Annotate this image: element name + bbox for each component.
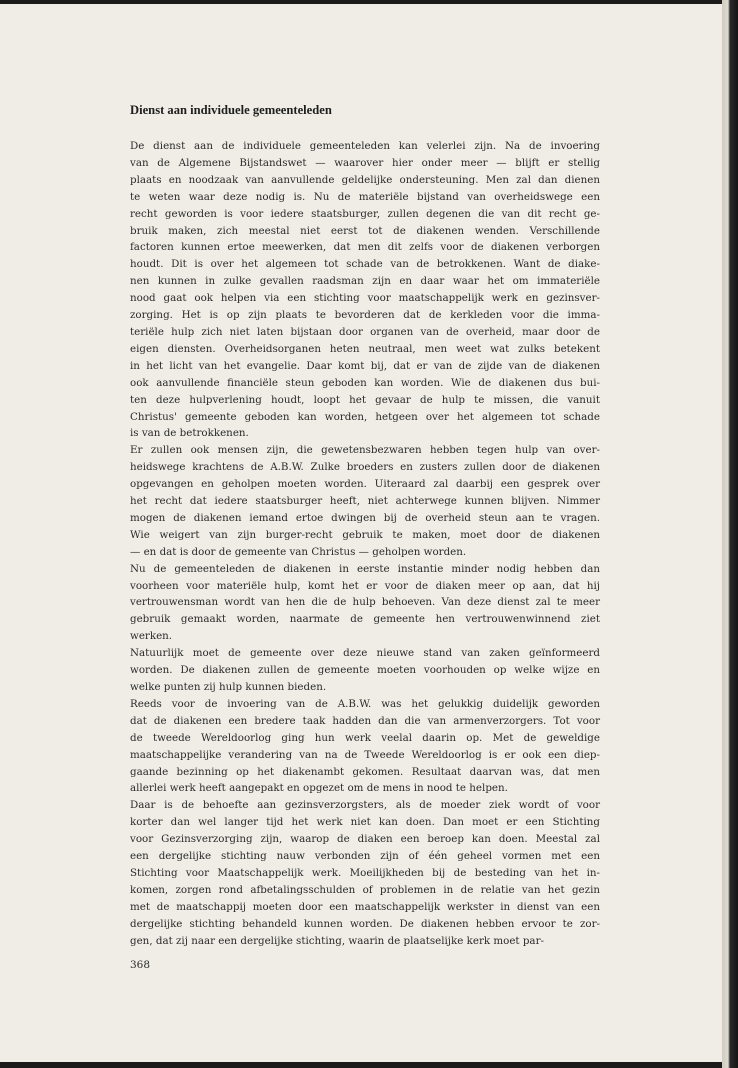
text-line: De dienst aan de individuele gemeenteleden kan velerlei zijn. Na de invoering bbox=[130, 140, 600, 152]
page bbox=[0, 4, 722, 1062]
text-line: Christus' gemeente geboden kan worden, hetgeen over het algemeen tot schade bbox=[130, 410, 600, 423]
text-line: mogen de diakenen iemand ertoe dwingen bij de overheid steun aan te vragen. bbox=[130, 511, 600, 524]
text-line: gen, dat zij naar een dergelijke stichting, waarin de plaatselijke kerk moet par- bbox=[130, 934, 544, 947]
text-line: zorging. Het is op zijn plaats te bevorderen dat de kerkleden voor die imma- bbox=[130, 309, 600, 322]
text-line: — en dat is door de gemeente van Christus — geholpen worden. bbox=[130, 545, 467, 558]
text-line: Reeds voor de invoering van de A.B.W. was het gelukkig duidelijk geworden bbox=[130, 697, 600, 710]
text-line: Wie weigert van zijn burger-recht gebruik te maken, moet door de diakenen bbox=[130, 528, 600, 541]
text-line: met de maatschappij moeten door een maatschappelijk werkster in dienst van een bbox=[130, 900, 600, 913]
paragraph bbox=[130, 645, 600, 696]
text-line: de tweede Wereldoorlog ging hun werk veelal daarin op. Met de geweldige bbox=[130, 731, 600, 744]
text-line: dergelijke stichting behandeld kunnen worden. De diakenen hebben ervoor te zor- bbox=[130, 917, 600, 930]
paragraph bbox=[130, 138, 600, 442]
text-line: voor Gezinsverzorging zijn, waarop de diaken een beroep kan doen. Meestal zal bbox=[130, 833, 600, 846]
section-heading: Dienst aan individuele gemeenteleden bbox=[130, 103, 332, 117]
body-text bbox=[130, 138, 600, 950]
page-number: 368 bbox=[130, 959, 151, 971]
text-line: komen, zorgen rond afbetalingsschulden of problemen in de relatie van het gezin bbox=[130, 883, 600, 896]
text-line: Stichting voor Maatschappelijk werk. Moeilijkheden bij de besteding van het in- bbox=[130, 866, 600, 879]
text-line: gaande bezinning op het diakenambt gekomen. Resultaat daarvan was, dat men bbox=[130, 765, 600, 778]
text-line: Daar is de behoefte aan gezinsverzorgsters, als de moeder ziek wordt of voor bbox=[130, 799, 600, 812]
text-line: plaats en noodzaak van aanvullende geldelijke ondersteuning. Men zal dan dienen bbox=[130, 173, 600, 186]
text-line: teriële hulp zich niet laten bijstaan door organen van de overheid, maar door de bbox=[130, 325, 600, 338]
text-line: Nu de gemeenteleden de diakenen in eerste instantie minder nodig hebben dan bbox=[130, 562, 600, 575]
text-line: heidswege krachtens de A.B.W. Zulke broeders en zusters zullen door de diakenen bbox=[130, 461, 600, 474]
text-line: bruik maken, zich meestal niet eerst tot de diakenen wenden. Verschillende bbox=[130, 224, 600, 237]
text-line: Natuurlijk moet de gemeente over deze nieuwe stand van zaken geïnformeerd bbox=[130, 647, 600, 660]
text-line: houdt. Dit is over het algemeen tot schade van de betrokkenen. Want de diake- bbox=[130, 258, 600, 271]
paragraph bbox=[130, 561, 600, 646]
text-line: van de Algemene Bijstandswet — waarover hier onder meer — blijft er stellig bbox=[130, 156, 600, 169]
paragraph bbox=[130, 442, 600, 560]
text-line: recht geworden is voor iedere staatsburger, zullen degenen die van dit recht ge- bbox=[130, 207, 600, 220]
text-line: maatschappelijke verandering van na de Tweede Wereldoorlog is er ook een diep- bbox=[130, 748, 600, 761]
text-line: dat de diakenen een bredere taak hadden dan die van armenverzorgers. Tot voor bbox=[130, 714, 600, 727]
text-line: een dergelijke stichting nauw verbonden zijn of één geheel vormen met een bbox=[130, 850, 600, 863]
text-line: allerlei werk heeft aangepakt en opgezet om de mens in nood te helpen. bbox=[130, 782, 508, 795]
text-line: ten deze hulpverlening houdt, loopt het gevaar de hulp te missen, die vanuit bbox=[130, 393, 600, 406]
text-line: factoren kunnen ertoe meewerken, dat men dit zelfs voor de diakenen verborgen bbox=[130, 241, 600, 254]
text-line: ook aanvullende financiële steun geboden kan worden. Wie de diakenen dus bui- bbox=[130, 376, 600, 389]
paragraph bbox=[130, 696, 600, 797]
text-line: eigen diensten. Overheidsorganen heten neutraal, men weet wat zulks betekent bbox=[130, 342, 600, 355]
scan-edge bbox=[722, 0, 738, 1068]
text-line: voorheen voor materiële hulp, komt het er voor de diaken meer op aan, dat hij bbox=[130, 579, 600, 592]
text-line: vertrouwensman wordt van hen die de hulp behoeven. Van deze dienst zal te meer bbox=[130, 596, 600, 609]
text-line: het recht dat iedere staatsburger heeft, niet achterwege kunnen blijven. Nimmer bbox=[130, 495, 600, 508]
text-line: welke punten zij hulp kunnen bieden. bbox=[130, 681, 327, 693]
text-line: is van de betrokkenen. bbox=[130, 427, 249, 440]
text-line: opgevangen en geholpen moeten worden. Uiteraard zal daarbij een gesprek over bbox=[130, 478, 600, 491]
paragraph bbox=[130, 797, 600, 949]
text-line: worden. De diakenen zullen de gemeente moeten voorhouden op welke wijze en bbox=[130, 664, 600, 677]
text-line: korter dan wel langer tijd het werk niet kan doen. Dan moet er een Stichting bbox=[130, 816, 600, 829]
text-line: in het licht van het evangelie. Daar komt bij, dat er van de zijde van de diakenen bbox=[130, 359, 600, 372]
text-line: nood gaat ook helpen via een stichting voor maatschappelijk werk en gezinsver- bbox=[130, 292, 600, 305]
text-line: Er zullen ook mensen zijn, die gewetensbezwaren hebben tegen hulp van over- bbox=[130, 444, 600, 457]
text-line: te weten waar deze nodig is. Nu de materiële bijstand van overheidswege een bbox=[130, 190, 600, 203]
text-line: nen kunnen in zulke gevallen raadsman zijn en daar waar het om immateriële bbox=[130, 275, 600, 288]
text-line: werken. bbox=[130, 630, 173, 643]
text-line: gebruik gemaakt worden, naarmate de gemeente hen vertrouwenwinnend ziet bbox=[130, 613, 600, 626]
